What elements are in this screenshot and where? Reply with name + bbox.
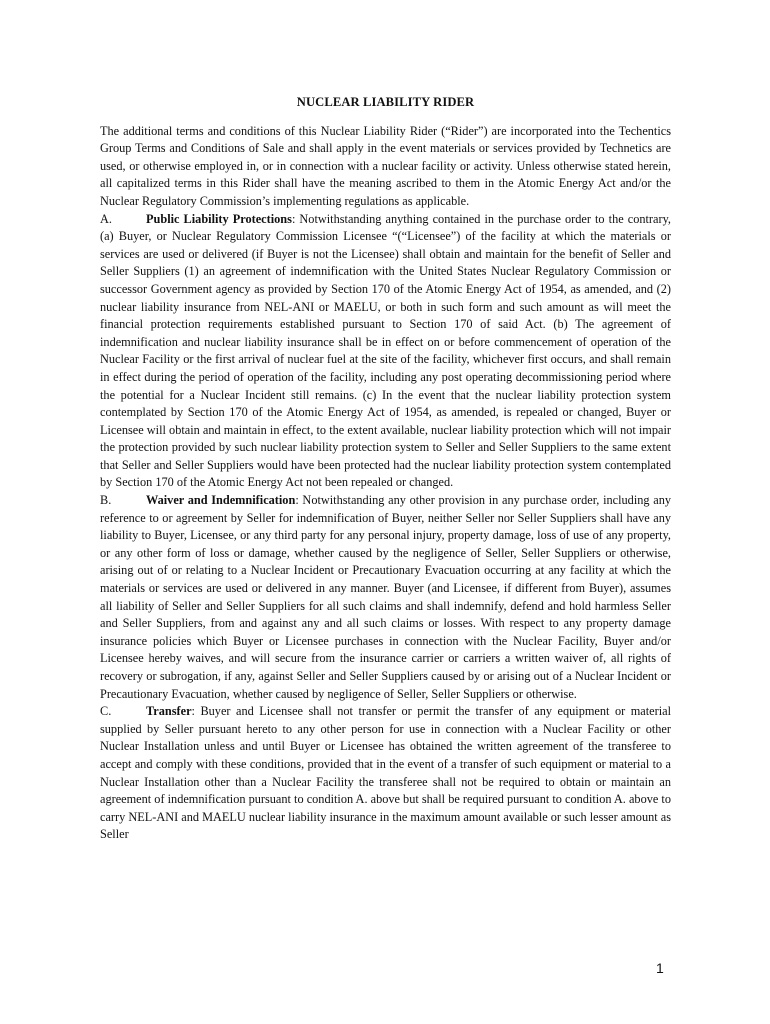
- section-a-heading: Public Liability Protections: [146, 211, 292, 226]
- document-title: NUCLEAR LIABILITY RIDER: [296, 95, 475, 109]
- section-a: [100, 211, 671, 493]
- page-number: 1: [656, 960, 664, 976]
- section-c-heading: Transfer: [146, 704, 192, 719]
- section-b: [100, 492, 671, 703]
- section-b-heading: Waiver and Indemnification: [146, 493, 296, 508]
- intro-paragraph: The additional terms and conditions of this Nuclear Liability Rider (“Rider”) are incorporated into the Techentics Group Terms and Conditions of Sale and shall apply in the event materials or services provided by Technetics are used, or otherwise employed in, or in connection with a nuclear facility or activity. Unless otherwise stated herein, all capitalized terms in this Rider shall have the meaning ascribed to them in the Atomic Energy Act and/or the Nuclear Regulatory Commission’s implementing regulations as applicable.: [100, 123, 671, 208]
- section-c-letter: C.: [100, 704, 112, 719]
- section-a-letter: A.: [100, 211, 112, 226]
- section-a-text: : Notwithstanding anything contained in the purchase order to the contrary, (a) Buyer, or Nuclear Regulatory Commission Licensee “(“Licensee”) of the facility at which the materials or services are used or delivered (if Buyer is not the Licensee) shall obtain and maintain for the benefit of Seller and Seller Suppliers (1) an agreement of indemnification with the United States Nuclear Regulatory Commission or successor Government agency as provided by Section 170 of the Atomic Energy Act of 1954, as amended, and (2) nuclear liability insurance from NEL-ANI or MAELU, or both in such form and such amount as will meet the financial protection requirements established pursuant to Section 170 of said Act. (b) The agreement of indemnification and nuclear liability insurance shall be in effect on or before commencement of operation of the Nuclear Facility or the first arrival of nuclear fuel at the site of the facility, whichever first occurs, and shall remain in effect during the period of operation of the facility, including any post operating decommissioning period where the potential for a Nuclear Incident still remains. (c) In the event that the nuclear liability protection system contemplated by Section 170 of the Atomic Energy Act of 1954, as amended, is repealed or changed, Buyer or Licensee will obtain and maintain in effect, to the extent available, nuclear liability protection which will not impair the protection provided by such nuclear liability protection system to Seller and Seller Suppliers to the same extent that Seller and Seller Suppliers would have been protected had the nuclear liability protection system contemplated by Section 170 of the Atomic Energy Act not been repealed or changed.: [100, 211, 671, 490]
- document-body: [100, 94, 671, 844]
- section-c-text: : Buyer and Licensee shall not transfer or permit the transfer of any equipment or material supplied by Seller pursuant hereto to any other person for use in connection with a Nuclear Facility or other Nuclear Installation unless and until Buyer or Licensee has obtained the written agreement of the transferee to accept and comply with these conditions, provided that in the event of a transfer of such equipment or material to a Nuclear Installation other than a Nuclear Facility the transferee shall not be required to obtain or maintain an agreement of indemnification pursuant to condition A. above but shall be required pursuant to condition A. above to carry NEL-ANI and MAELU nuclear liability insurance in the maximum amount available or such lesser amount as Seller: [100, 704, 671, 842]
- section-c: [100, 703, 671, 844]
- section-b-text: : Notwithstanding any other provision in any purchase order, including any reference to or agreement by Seller for indemnification of Buyer, neither Seller nor Seller Suppliers shall have any liability to Buyer, Licensee, or any third party for any personal injury, property damage, loss of use of any property, or any other form of loss or damage, whether caused by the negligence of Seller, Seller Suppliers or otherwise, arising out of or relating to a Nuclear Incident or Precautionary Evacuation occurring at any facility at which the materials or services are used or delivered in any manner. Buyer (and Licensee, if different from Buyer), assumes all liability of Seller and Seller Suppliers for all such claims and shall indemnify, defend and hold harmless Seller and Seller Suppliers, from and against any and all such claims or losses. With respect to any property damage insurance policies which Buyer or Licensee purchases in connection with the Nuclear Facility, Buyer and/or Licensee hereby waives, and will secure from the insurance carrier or carriers a written waiver of, all rights of recovery or subrogation, if any, against Seller and Seller Suppliers caused by or arising out of a Nuclear Incident or Precautionary Evacuation, whether caused by negligence of Seller, Seller Suppliers or otherwise.: [100, 493, 671, 701]
- section-b-letter: B.: [100, 493, 112, 508]
